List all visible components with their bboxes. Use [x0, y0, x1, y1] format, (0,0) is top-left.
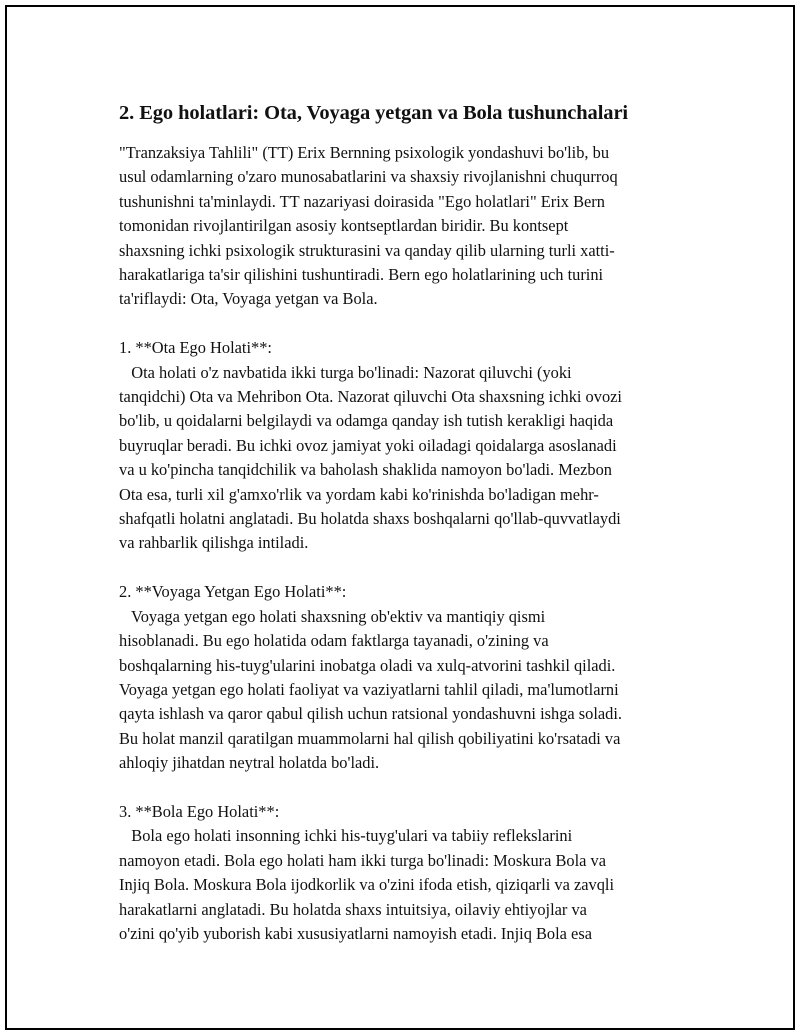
page-frame — [5, 5, 795, 1030]
text-line: hisoblanadi. Bu ego holatida odam faktlarga tayanadi, o'zining va — [119, 631, 549, 651]
text-line: va u ko'pincha tanqidchilik va baholash shaklida namoyon bo'ladi. Mezbon — [119, 460, 612, 480]
section-heading: 3. **Bola Ego Holati**: — [119, 801, 280, 821]
intro-paragraph — [119, 141, 699, 312]
paragraph-gap — [119, 776, 699, 800]
document-body — [119, 99, 699, 946]
text-line: harakatlarni anglatadi. Bu holatda shaxs intuitsiya, oilaviy ehtiyojlar va — [119, 899, 587, 919]
section-voyaga-yetgan — [119, 580, 699, 775]
paragraph-gap — [119, 556, 699, 580]
text-line: shaxsning ichki psixologik strukturasini va qanday qilib ularning turli xatti- — [119, 240, 615, 260]
text-line: Voyaga yetgan ego holati faoliyat va vaziyatlarni tahlil qiladi, ma'lumotlarni — [119, 679, 619, 699]
text-line: Bu holat manzil qaratilgan muammolarni hal qilish qobiliyatini ko'rsatadi va — [119, 728, 621, 748]
page-title: 2. Ego holatlari: Ota, Voyaga yetgan va Bola tushunchalari — [119, 102, 629, 124]
text-line: Voyaga yetgan ego holati shaxsning ob'ektiv va mantiqiy qismi — [119, 606, 546, 626]
paragraph-gap — [119, 312, 699, 336]
text-line: shafqatli holatni anglatadi. Bu holatda shaxs boshqalarni qo'llab-quvvatlaydi — [119, 509, 621, 529]
text-line: Ota esa, turli xil g'amxo'rlik va yordam kabi ko'rinishda bo'ladigan mehr- — [119, 484, 599, 504]
text-line: usul odamlarning o'zaro munosabatlarini va shaxsiy rivojlanishni chuqurroq — [119, 167, 618, 187]
text-line: bo'lib, u qoidalarni belgilaydi va odamga qanday ish tutish kerakligi haqida — [119, 411, 614, 431]
text-line: qayta ishlash va qaror qabul qilish uchun ratsional yondashuvni ishga soladi. — [119, 704, 623, 724]
text-line: o'zini qo'yib yuborish kabi xususiyatlarni namoyish etadi. Injiq Bola esa — [119, 923, 592, 943]
text-line: Bola ego holati insonning ichki his-tuyg'ulari va tabiiy reflekslarini — [119, 826, 573, 846]
text-line: Ota holati o'z navbatida ikki turga bo'linadi: Nazorat qiluvchi (yoki — [119, 362, 572, 382]
text-line: ta'riflaydi: Ota, Voyaga yetgan va Bola. — [119, 289, 378, 309]
text-line: boshqalarning his-tuyg'ularini inobatga oladi va xulq-atvorini tashkil qiladi. — [119, 655, 616, 675]
section-heading: 2. **Voyaga Yetgan Ego Holati**: — [119, 582, 347, 602]
text-line: tanqidchi) Ota va Mehribon Ota. Nazorat qiluvchi Ota shaxsning ichki ovozi — [119, 387, 622, 407]
text-line: "Tranzaksiya Tahlili" (TT) Erix Bernning psixologik yondashuvi bo'lib, bu — [119, 143, 610, 162]
section-bola — [119, 800, 699, 946]
text-line: Injiq Bola. Moskura Bola ijodkorlik va o'zini ifoda etish, qiziqarli va zavqli — [119, 875, 615, 895]
section-ota — [119, 336, 699, 556]
section-heading: 1. **Ota Ego Holati**: — [119, 338, 272, 358]
text-line: harakatlariga ta'sir qilishini tushuntiradi. Bern ego holatlarining uch turini — [119, 265, 604, 285]
text-line: tushunishni ta'minlaydi. TT nazariyasi doirasida "Ego holatlari" Erix Bern — [119, 191, 605, 211]
text-line: tomonidan rivojlantirilgan asosiy kontseptlardan biridir. Bu kontsept — [119, 216, 569, 236]
text-line: namoyon etadi. Bola ego holati ham ikki turga bo'linadi: Moskura Bola va — [119, 850, 606, 870]
text-line: ahloqiy jihatdan neytral holatda bo'ladi. — [119, 753, 380, 773]
text-line: va rahbarlik qilishga intiladi. — [119, 533, 309, 553]
text-line: buyruqlar beradi. Bu ichki ovoz jamiyat yoki oiladagi qoidalarga asoslanadi — [119, 435, 617, 455]
